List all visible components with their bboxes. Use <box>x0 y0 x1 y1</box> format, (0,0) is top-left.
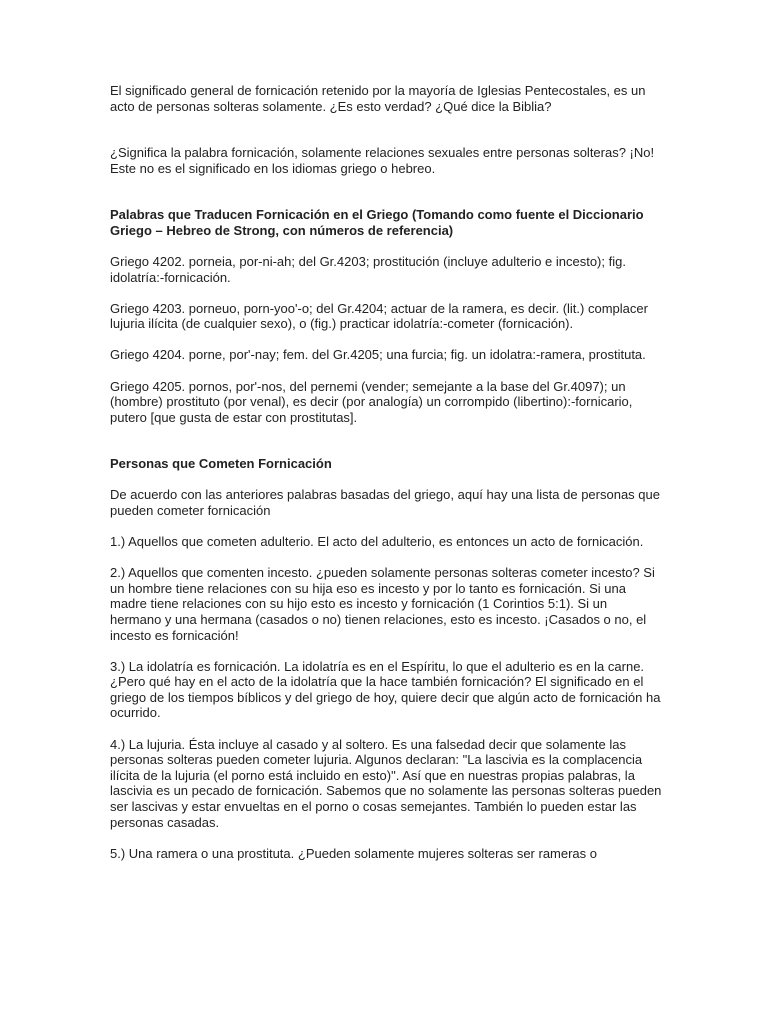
list-item-prostitute: 5.) Una ramera o una prostituta. ¿Pueden solamente mujeres solteras ser rameras o <box>110 845 598 861</box>
greek-entry-4202: Griego 4202. porneia, por-ni-ah; del Gr.4203; prostitución (incluye adulterio e incesto); fig. idolatría:-fornicación. <box>110 254 626 285</box>
list-item-incest: 2.) Aquellos que comenten incesto. ¿pueden solamente personas solteras cometer incesto? Si un hombre tiene relaciones con su hija eso es incesto y por lo tanto es fornicación. Si una madre tiene relaciones con su hijo esto es incesto y fornicación (1 Corintios 5:1). Si un hermano y una hermana (casados o no) tienen relaciones, esto es incesto. ¡Casados o no, el incesto es fornicación! <box>110 565 655 643</box>
list-item-adultery: 1.) Aquellos que cometen adulterio. El acto del adulterio, es entonces un acto de fornicación. <box>110 534 644 550</box>
section-heading-persons: Personas que Cometen Fornicación <box>110 456 332 472</box>
greek-entry-4203: Griego 4203. porneuo, porn-yoo'-o; del Gr.4204; actuar de la ramera, es decir. (lit.) complacer lujuria ilícita (de cualquier sexo), o (fig.) practicar idolatría:-cometer (fornicación). <box>110 300 648 332</box>
persons-intro-paragraph: De acuerdo con las anteriores palabras basadas del griego, aquí hay una lista de personas que pueden cometer fornicación <box>110 487 660 518</box>
greek-entry-4204: Griego 4204. porne, por'-nay; fem. del Gr.4205; una furcia; fig. un idolatra:-ramera, prostituta. <box>110 347 646 363</box>
list-item-idolatry: 3.) La idolatría es fornicación. La idolatría es en el Espíritu, lo que el adulterio es en la carne. ¿Pero qué hay en el acto de la idolatría que la hace también fornicación? El significado en el griego de los tiempos bíblicos y del griego de hoy, quiere decir que algún acto de fornicación ha ocurrido. <box>110 658 661 721</box>
question-paragraph: ¿Significa la palabra fornicación, solamente relaciones sexuales entre personas solteras? ¡No! Este no es el significado en los idiomas griego o hebreo. <box>110 145 655 176</box>
section-heading-greek-words: Palabras que Traducen Fornicación en el Griego (Tomando como fuente el Diccionario Griego – Hebreo de Strong, con números de referencia) <box>110 207 644 238</box>
greek-entry-4205: Griego 4205. pornos, por'-nos, del pernemi (vender; semejante a la base del Gr.4097); un (hombre) prostituto (por venal), es decir (por analogía) un corrompido (libertino):-fornicario, putero [que gusta de estar con prostitutas]. <box>110 378 633 425</box>
list-item-lust: 4.) La lujuria. Ésta incluye al casado y al soltero. Es una falsedad decir que solamente las personas solteras pueden cometer lujuria. Algunos declaran: "La lascivia es la complacencia ilícita de la lujuria (el porno está incluido en esto)". Así que en nuestras propias palabras, la lascivia es un pecado de fornicación. Sabemos que no solamente las personas solteras pueden ser lascivas y estar envueltas en el porno o cosas semejantes. También lo pueden estar las personas casadas. <box>110 736 662 830</box>
document-page <box>110 83 662 861</box>
intro-paragraph: El significado general de fornicación retenido por la mayoría de Iglesias Pentecostales, es un acto de personas solteras solamente. ¿Es esto verdad? ¿Qué dice la Biblia? <box>110 83 646 114</box>
